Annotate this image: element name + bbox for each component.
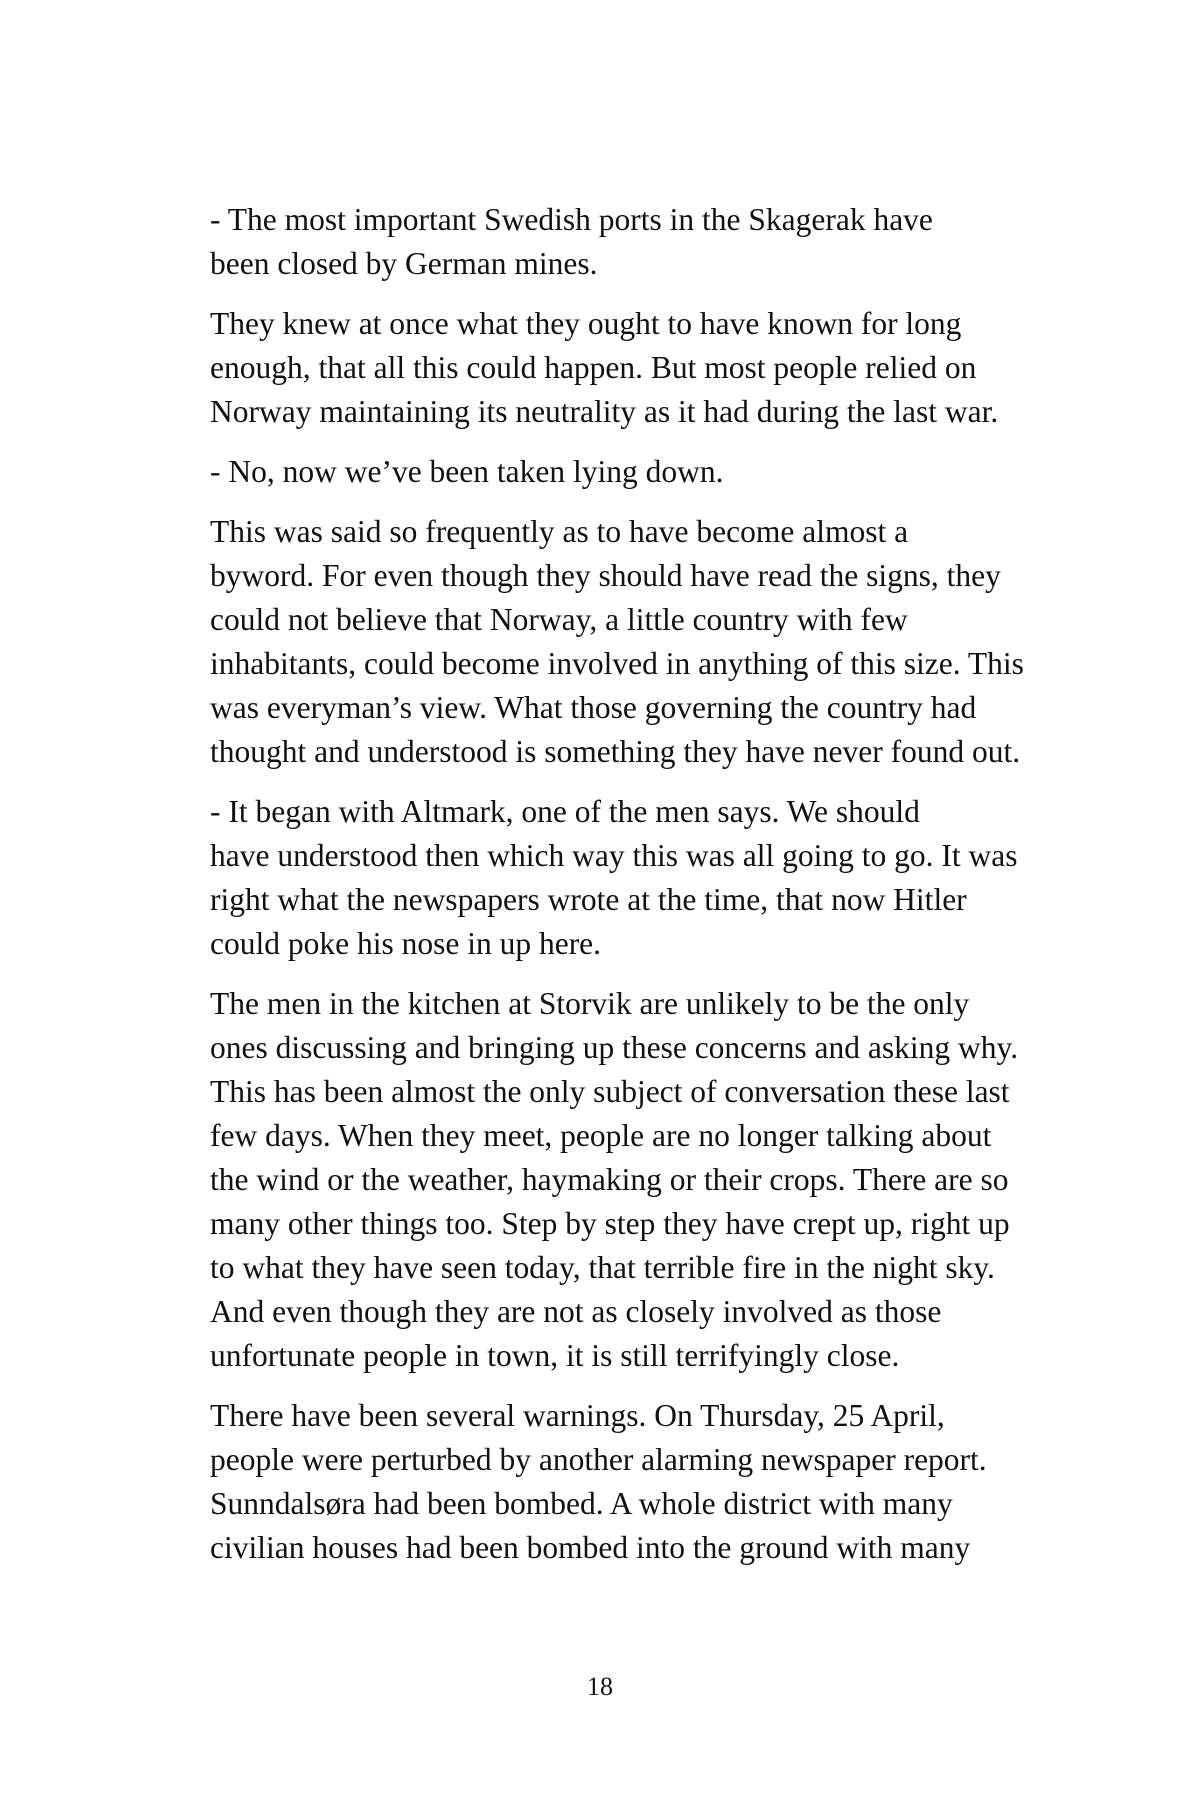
text-line: have understood then which way this was all going to go. It was — [210, 838, 1018, 873]
text-line: could poke his nose in up here. — [210, 926, 602, 961]
paragraph — [150, 198, 1030, 286]
text-line: civilian houses had been bombed into the ground with many — [210, 1530, 971, 1565]
text-line: byword. For even though they should have read the signs, they — [210, 558, 1001, 593]
text-line: The men in the kitchen at Storvik are unlikely to be the only — [210, 986, 970, 1021]
text-line: could not believe that Norway, a little country with few — [210, 602, 908, 637]
text-line: enough, that all this could happen. But most people relied on — [210, 350, 977, 385]
paragraph — [150, 1394, 1030, 1570]
text-line: ones discussing and bringing up these concerns and asking why. — [210, 1030, 1019, 1065]
text-line: been closed by German mines. — [210, 246, 598, 281]
paragraph — [150, 302, 1030, 434]
page-number: 18 — [587, 1672, 613, 1701]
paragraph — [150, 450, 1030, 494]
text-line: was everyman’s view. What those governing the country had — [210, 690, 977, 725]
text-line: many other things too. Step by step they have crept up, right up — [210, 1206, 1010, 1241]
text-line: people were perturbed by another alarming newspaper report. — [210, 1442, 987, 1477]
text-line: This was said so frequently as to have become almost a — [210, 514, 909, 549]
text-line: few days. When they meet, people are no longer talking about — [210, 1118, 992, 1153]
text-line: inhabitants, could become involved in anything of this size. This — [210, 646, 1024, 681]
paragraph — [150, 790, 1030, 966]
text-line: Sunndalsøra had been bombed. A whole district with many — [210, 1486, 953, 1521]
page-body — [150, 198, 1030, 1586]
text-line: to what they have seen today, that terrible fire in the night sky. — [210, 1250, 995, 1285]
text-line: They knew at once what they ought to have known for long — [210, 306, 962, 341]
text-line: There have been several warnings. On Thursday, 25 April, — [210, 1398, 945, 1433]
text-line: right what the newspapers wrote at the time, that now Hitler — [210, 882, 967, 917]
paragraph — [150, 510, 1030, 774]
text-line: Norway maintaining its neutrality as it had during the last war. — [210, 394, 999, 429]
text-line: - The most important Swedish ports in the Skagerak have — [210, 202, 933, 237]
text-line: - No, now we’ve been taken lying down. — [210, 454, 724, 489]
text-line: - It began with Altmark, one of the men says. We should — [210, 794, 920, 829]
paragraph — [150, 982, 1030, 1378]
text-line: thought and understood is something they have never found out. — [210, 734, 1021, 769]
text-line: unfortunate people in town, it is still terrifyingly close. — [210, 1338, 900, 1373]
text-line: the wind or the weather, haymaking or their crops. There are so — [210, 1162, 1009, 1197]
text-line: This has been almost the only subject of conversation these last — [210, 1074, 1010, 1109]
text-line: And even though they are not as closely involved as those — [210, 1294, 942, 1329]
